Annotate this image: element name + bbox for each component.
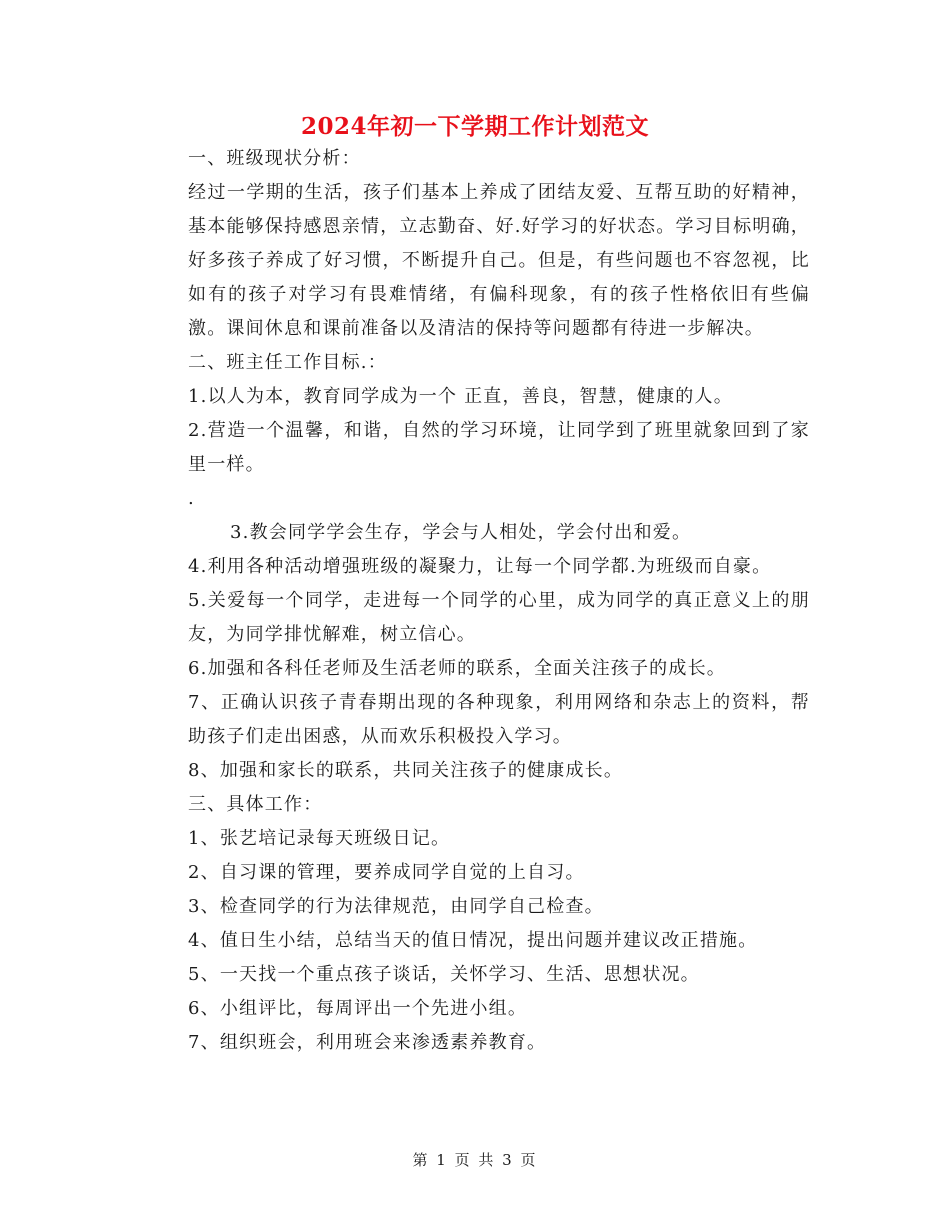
goal-item: 1.以人为本，教育同学成为一个 正直，善良，智慧，健康的人。 [188, 386, 733, 407]
document-body [140, 142, 810, 1060]
document-title: 2024年初一下学期工作计划范文 [300, 113, 649, 140]
section3-heading: 三、具体工作： [188, 794, 323, 815]
section1-heading: 一、班级现状分析： [188, 148, 361, 169]
goal-item: 3.教会同学学会生存，学会与人相处，学会付出和爱。 [230, 522, 692, 543]
task-item: 7、组织班会，利用班会来渗透素养教育。 [188, 1032, 547, 1053]
task-item: 4、值日生小结，总结当天的值日情况，提出问题并建议改正措施。 [188, 930, 758, 951]
task-item: 5、一天找一个重点孩子谈话，关怀学习、生活、思想状况。 [188, 964, 700, 985]
section1-paragraph: 经过一学期的生活，孩子们基本上养成了团结友爱、互帮互助的好精神，基本能够保持感恩亲情，立志勤奋、好.好学习的好状态。学习目标明确，好多孩子养成了好习惯，不断提升自己。但是，有些问题也不容忽视，比如有的孩子对学习有畏难情绪，有偏科现象，有的孩子性格依旧有些偏激。课间休息和课前准备以及清洁的保持等问题都有待进一步解决。 [188, 182, 810, 339]
goal-item: 4.利用各种活动增强班级的凝聚力，让每一个同学都.为班级而自豪。 [188, 556, 772, 577]
goal-item: 2.营造一个温馨，和谐，自然的学习环境，让同学到了班里就象回到了家里一样。 [188, 420, 810, 475]
task-item: 2、自习课的管理，要养成同学自觉的上自习。 [188, 862, 585, 883]
task-item: 1、张艺培记录每天班级日记。 [188, 828, 451, 849]
page-footer: 第 1 页 共 3 页 [412, 1151, 538, 1169]
section2-heading: 二、班主任工作目标.： [188, 352, 387, 373]
goal-item: 8、加强和家长的联系，共同关注孩子的健康成长。 [188, 760, 624, 781]
stray-dot: . [188, 488, 195, 509]
task-item: 6、小组评比，每周评出一个先进小组。 [188, 998, 528, 1019]
goal-item: 6.加强和各科任老师及生活老师的联系，全面关注孩子的成长。 [188, 658, 726, 679]
task-item: 3、检查同学的行为法律规范，由同学自己检查。 [188, 896, 604, 917]
goal-item: 7、正确认识孩子青春期出现的各种现象，利用网络和杂志上的资料，帮助孩子们走出困惑，从而欢乐积极投入学习。 [188, 692, 810, 747]
goal-item: 5.关爱每一个同学，走进每一个同学的心里，成为同学的真正意义上的朋友，为同学排忧解难，树立信心。 [188, 590, 810, 645]
